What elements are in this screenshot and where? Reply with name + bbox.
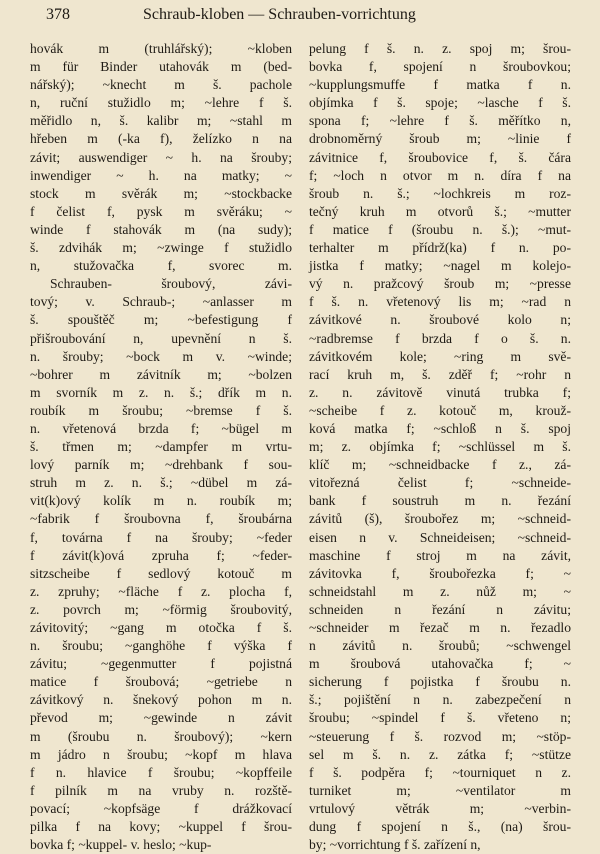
text-line: lový parník m; ~drehbank f sou-: [30, 457, 292, 473]
text-line: závitkovém kole; ~ring m svě-: [309, 348, 571, 364]
text-line: ~steuerung f š. rozvod m; ~stöp-: [309, 728, 571, 744]
text-line: závitnice f, šroubovice f, š. čára: [309, 149, 571, 165]
text-line: winde f stahovák m (na sudy);: [30, 221, 292, 237]
text-line: závitkový n. šnekový pohon m n.: [30, 692, 292, 708]
text-line: přišroubování n, upevnění n š.: [30, 330, 292, 346]
text-line: stock m svěrák m; ~stockbacke: [30, 185, 292, 201]
text-line: š. zdvihák m; ~zwinge f stužidlo: [30, 240, 292, 256]
text-line: terhalter m přídrž(ka) f n. po-: [309, 240, 571, 256]
text-line: n. vřetenová brzda f; ~bügel m: [30, 420, 292, 436]
text-line: spona f; ~lehre f š. měřítko n,: [309, 113, 571, 129]
text-line: m jádro n šroubu; ~kopf m hlava: [30, 746, 292, 762]
text-line: povací; ~kopfsäge f drážkovací: [30, 800, 292, 816]
text-line: eisen n v. Schneideisen; ~schneid-: [309, 529, 571, 545]
text-line: šroubu; ~spindel f š. vřeteno n;: [309, 710, 571, 726]
text-line: vrtulový větrák m; ~verbin-: [309, 800, 571, 816]
text-line: ~kupplungsmuffe f matka f n.: [309, 77, 571, 93]
text-line: f pilník m na vruby n. rozště-: [30, 782, 292, 798]
text-line: f; ~loch n otvor m n. díra f na: [309, 167, 571, 183]
text-line: inwendiger ~ h. na matky; ~: [30, 167, 292, 183]
text-line: n, stužovačka f, svorec m.: [30, 258, 292, 274]
text-line: schneiden n řezání n závitu;: [309, 601, 571, 617]
text-line: pilka f na kovy; ~kuppel f šrou-: [30, 819, 292, 835]
text-line: klíč m; ~schneidbacke f z., zá-: [309, 457, 571, 473]
text-line: m für Binder utahovák m (bed-: [30, 59, 292, 75]
text-line: závitů (š), šroubořez m; ~schneid-: [309, 511, 571, 527]
left-column: [30, 40, 292, 854]
text-line: š. třmen m; ~dampfer m vrtu-: [30, 439, 292, 455]
text-line: hovák m (truhlářský); ~kloben: [30, 41, 292, 56]
text-line: sicherung f pojistka f šroubu n.: [309, 674, 571, 690]
text-line: sel m š. n. z. zátka f; ~stütze: [309, 746, 571, 762]
text-line: f čelist f, pysk m svěráku; ~: [30, 203, 292, 219]
text-line: tečný kruh m otvorů š.; ~mutter: [309, 203, 571, 219]
text-line: š. spouštěč m; ~befestigung f: [30, 312, 292, 328]
text-line: m svorník m z. n. š.; dřík m n.: [30, 384, 292, 400]
text-line: m; z. objímka f; ~schlüssel m š.: [309, 439, 571, 455]
text-line: bank f soustruh m n. řezání: [309, 493, 571, 509]
text-line: rací kruh m, š. zděř f; ~rohr n: [309, 366, 571, 382]
text-line: vit(k)ový kolík m n. roubík m;: [30, 493, 292, 509]
text-line: f š. n. vřetenový lis m; ~rad n: [309, 294, 571, 310]
right-column: [309, 40, 571, 854]
text-line: tový; v. Schraub-; ~anlasser m: [30, 294, 292, 310]
text-line: závitu; ~gegenmutter f pojistná: [30, 656, 292, 672]
text-line: měřidlo n, š. kalibr m; ~stahl m: [30, 113, 292, 129]
text-line: f, továrna f na šrouby; ~feder: [30, 529, 292, 545]
text-line: n, ruční stužidlo m; ~lehre f š.: [30, 95, 292, 111]
text-line: roubík m šroubu; ~bremse f š.: [30, 402, 292, 418]
text-line: převod m; ~gewinde n závit: [30, 710, 292, 726]
text-line: f matice f (šroubu n. š.); ~mut-: [309, 221, 571, 237]
text-line: objímka f š. spoje; ~lasche f š.: [309, 95, 571, 111]
text-line: drobnoměrný šroub m; ~linie f: [309, 131, 571, 147]
text-line: schneidstahl m z. nůž m; ~: [309, 583, 571, 599]
text-line: ~schneider m řezač m n. řezadlo: [309, 620, 571, 635]
text-line: závitkové n. šroubové kolo n;: [309, 312, 571, 328]
text-line: dung f spojení n š., (na) šrou-: [309, 819, 571, 835]
text-line: ~fabrik f šroubovna f, šroubárna: [30, 511, 292, 527]
running-head: Schraub-kloben — Schrauben-vorrichtung: [143, 6, 416, 23]
text-line: n. šrouby; ~bock m v. ~winde;: [30, 348, 292, 364]
text-line: šroub n. š.; ~lochkreis m roz-: [309, 185, 571, 201]
text-line: z. povrch m; ~förmig šroubovitý,: [30, 601, 292, 617]
text-line: turniket m; ~ventilator m: [309, 782, 571, 798]
text-line: f š. podpěra f; ~tourniquet n z.: [309, 764, 571, 780]
text-line: ková matka f; ~schloß n š. spoj: [309, 420, 571, 436]
text-line: n závitů n. šroubů; ~schwengel: [309, 638, 571, 654]
text-line: m šroubová utahovačka f; ~: [309, 656, 571, 672]
text-line: jistka f matky; ~nagel m kolejo-: [309, 258, 571, 274]
text-line: n. šroubu; ~ganghöhe f výška f: [30, 638, 292, 654]
text-line: š.; pojištění n n. zabezpečení n: [309, 692, 571, 708]
text-line: závitovka f, šroubořezka f; ~: [309, 565, 571, 581]
page-header: [0, 6, 600, 30]
text-line: z. zpruhy; ~fläche f z. plocha f,: [30, 583, 292, 599]
text-line: f závit(k)ová zpruha f; ~feder-: [30, 547, 292, 563]
page-number: 378: [46, 6, 70, 23]
text-line: z. n. závitově vinutá trubka f;: [309, 384, 571, 400]
text-line: ~scheibe f z. kotouč m, krouž-: [309, 402, 571, 418]
text-line: Schrauben- šroubový, závi-: [50, 276, 292, 292]
text-line: bovka f; ~kuppel- v. heslo; ~kup-: [30, 837, 212, 853]
text-line: nářský); ~knecht m š. pachole: [30, 77, 292, 93]
text-line: sitzscheibe f sedlový kotouč m: [30, 565, 292, 581]
text-line: maschine f stroj m na závit,: [309, 547, 571, 563]
text-line: by; ~vorrichtung f š. zařízení n,: [309, 837, 481, 853]
text-line: f n. hlavice f šroubu; ~kopffeile: [30, 764, 292, 780]
text-line: hřeben m (-ka f), želízko n na: [30, 131, 292, 147]
text-line: ~radbremse f brzda f o š. n.: [309, 330, 571, 346]
text-line: m (šroubu n. šroubový); ~kern: [30, 728, 292, 744]
text-line: ~bohrer m závitník m; ~bolzen: [30, 366, 292, 382]
text-line: struh m z. n. š.; ~dübel m zá-: [30, 475, 292, 491]
text-line: závit; auswendiger ~ h. na šrouby;: [30, 149, 292, 165]
text-line: bovka f, spojení n šroubovkou;: [309, 59, 571, 75]
text-line: závitovitý; ~gang m otočka f š.: [30, 620, 292, 635]
text-line: vitořezná čelist f; ~schneide-: [309, 475, 571, 491]
text-line: vý n. pražcový šroub m; ~presse: [309, 276, 571, 292]
text-line: pelung f š. n. z. spoj m; šrou-: [309, 41, 571, 56]
text-line: matice f šroubová; ~getriebe n: [30, 674, 292, 690]
